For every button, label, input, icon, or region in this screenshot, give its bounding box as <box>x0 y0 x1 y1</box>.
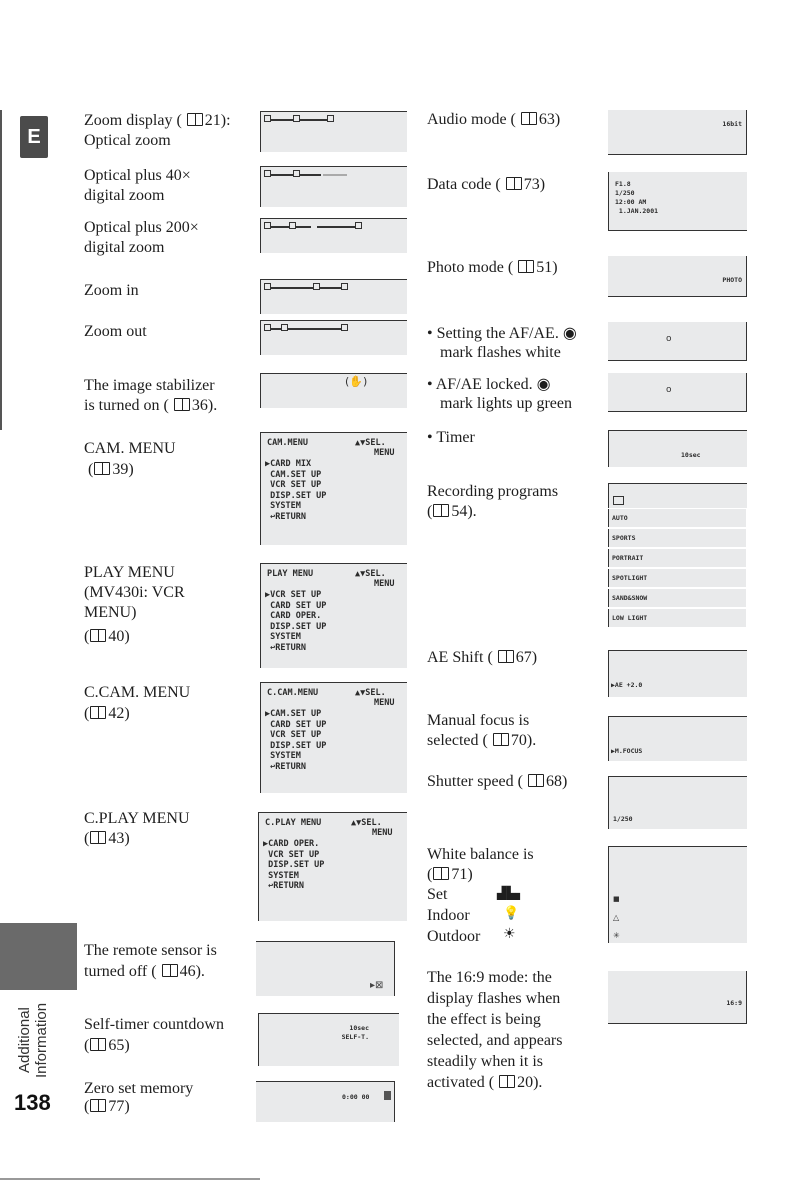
label-169-4: selected, and appears <box>427 1032 563 1049</box>
label-photo-mode: Photo mode ( 51) <box>427 259 558 276</box>
zoom-node-w <box>264 324 271 331</box>
zoom-node-mid <box>293 115 300 122</box>
label-selftimer-ref: ( 65) <box>84 1037 130 1054</box>
label-wb-ref: ( 71) <box>427 866 473 883</box>
label-169-2: display flashes when <box>427 990 561 1007</box>
label-wb-outdoor: Outdoor <box>427 928 481 945</box>
remote-sensor-off-icon: ▸⊠ <box>370 980 384 991</box>
zero-set-marker-icon <box>384 1091 391 1100</box>
rec-program-item: SAND&SNOW <box>608 589 746 607</box>
label-ccam-menu: C.CAM. MENU <box>84 684 191 701</box>
label-zeroset: Zero set memory <box>84 1080 194 1097</box>
screen-zero-set <box>256 1081 395 1122</box>
menu-title: PLAY MENU <box>267 569 314 579</box>
screen-afae-flash <box>608 322 747 361</box>
zoom-node-w <box>264 283 271 290</box>
book-ref-icon <box>521 112 537 125</box>
label-zoom-display: Zoom display ( 21): <box>84 112 231 129</box>
book-ref-icon <box>433 867 449 880</box>
book-ref-icon <box>94 462 110 475</box>
label-cplay-menu: C.PLAY MENU <box>84 810 190 827</box>
bottom-rule <box>0 1178 260 1180</box>
rec-program-list <box>608 509 746 627</box>
label-zeroset-ref: ( 77) <box>84 1098 130 1115</box>
book-ref-icon <box>174 398 190 411</box>
book-ref-icon <box>506 177 522 190</box>
menu-sel-hint: ▲▼SEL. <box>355 688 386 698</box>
menu-items: ▶VCR SET UP CARD SET UP CARD OPER. DISP.SET UP SYSTEM ↩RETURN <box>265 590 327 653</box>
label-stabilizer-2: is turned on ( 36). <box>84 397 218 414</box>
label-cam-menu-ref: ( 39) <box>88 461 134 478</box>
menu-menu-hint: MENU <box>374 448 395 458</box>
screen-manual-focus <box>608 716 747 761</box>
photo-readout: PHOTO <box>722 276 742 284</box>
book-ref-icon <box>518 260 534 273</box>
audio-readout: 16bit <box>722 120 742 128</box>
screen-optical-zoom <box>260 111 407 152</box>
menu-sel-hint: ▲▼SEL. <box>355 438 386 448</box>
label-169-3: the effect is being <box>427 1011 541 1028</box>
label-remote-2: turned off ( 46). <box>84 963 205 980</box>
menu-title: CAM.MENU <box>267 438 308 448</box>
screen-self-timer <box>258 1013 399 1066</box>
shutter-readout: 1/250 <box>613 815 633 823</box>
zoom-node-w <box>264 170 271 177</box>
page-number: 138 <box>14 1090 51 1115</box>
side-tab-label: Additional Information <box>16 1002 50 1078</box>
label-rec-programs-ref: ( 54). <box>427 503 477 520</box>
side-tab-block <box>0 923 77 990</box>
book-ref-icon <box>162 964 178 977</box>
screen-photo <box>608 256 747 297</box>
label-timer: • Timer <box>427 429 475 446</box>
margin-rule <box>0 110 2 430</box>
label-stabilizer-1: The image stabilizer <box>84 377 215 394</box>
label-play-menu-ref: ( 40) <box>84 628 130 645</box>
book-ref-icon <box>493 733 509 746</box>
label-manual-focus-2: selected ( 70). <box>427 732 537 749</box>
menu-menu-hint: MENU <box>372 828 393 838</box>
screen-optical-200x <box>260 218 407 253</box>
screen-shutter <box>608 776 747 829</box>
mode-169-readout: 16:9 <box>726 999 742 1007</box>
screen-white-balance <box>608 846 747 943</box>
label-cplay-menu-ref: ( 43) <box>84 830 130 847</box>
screen-zoom-in <box>260 279 407 314</box>
label-ccam-menu-ref: ( 42) <box>84 705 130 722</box>
book-ref-icon <box>498 650 514 663</box>
stabilizer-hand-icon: (✋) <box>345 375 368 388</box>
label-169-6: activated ( 20). <box>427 1074 543 1091</box>
book-ref-icon <box>499 1075 515 1088</box>
afae-flash-icon: o <box>666 334 672 344</box>
rec-program-item: LOW LIGHT <box>608 609 746 627</box>
screen-ae-shift <box>608 650 747 697</box>
wb-screen-set-icon: ■ <box>613 895 620 903</box>
label-shutter: Shutter speed ( 68) <box>427 773 568 790</box>
label-audio-mode: Audio mode ( 63) <box>427 111 561 128</box>
book-ref-icon <box>90 629 106 642</box>
label-wb: White balance is <box>427 846 534 863</box>
zoom-bar <box>267 287 347 289</box>
wb-screen-outdoor-icon: ✳ <box>613 931 620 940</box>
zoom-bar <box>267 328 347 330</box>
label-zoom-out: Zoom out <box>84 323 147 340</box>
screen-cplay-menu <box>258 812 407 921</box>
menu-title: C.CAM.MENU <box>267 688 319 698</box>
wb-screen-indoor-icon: △ <box>613 913 620 922</box>
label-169-5: steadily when it is <box>427 1053 543 1070</box>
label-data-code: Data code ( 73) <box>427 176 546 193</box>
book-ref-icon <box>90 1099 106 1112</box>
zoom-node-t <box>341 283 348 290</box>
label-afae-locked-2: mark lights up green <box>440 395 572 412</box>
data-code-readout: F1.8 1/250 12:00 AM 1.JAN.2001 <box>615 180 659 215</box>
label-selftimer: Self-timer countdown <box>84 1016 224 1033</box>
label-afae-flash-2: mark flashes white <box>440 344 561 361</box>
screen-ccam-menu <box>260 682 407 793</box>
zoom-node-w <box>264 115 271 122</box>
book-ref-icon <box>187 113 203 126</box>
menu-menu-hint: MENU <box>374 698 395 708</box>
menu-title: C.PLAY MENU <box>265 818 322 828</box>
screen-timer <box>608 430 747 467</box>
screen-stabilizer <box>260 373 407 408</box>
label-afae-locked: • AF/AE locked. ◉ <box>427 374 551 393</box>
label-cam-menu: CAM. MENU <box>84 440 176 457</box>
menu-items: ▶CARD MIX CAM.SET UP VCR SET UP DISP.SET UP SYSTEM ↩RETURN <box>265 459 327 522</box>
screen-rec-programs-header <box>608 483 747 508</box>
book-ref-icon <box>433 504 449 517</box>
section-tab-e: E <box>20 116 48 158</box>
self-timer-readout: 10sec SELF-T. <box>341 1024 369 1041</box>
menu-items: ▶CARD OPER. VCR SET UP DISP.SET UP SYSTEM ↩RETURN <box>263 839 325 891</box>
timer-readout: 10sec <box>681 451 701 459</box>
screen-afae-locked <box>608 373 747 412</box>
screen-audio <box>608 110 747 155</box>
digital-zoom-bar <box>317 226 357 228</box>
screen-remote-off <box>256 941 395 996</box>
ae-shift-readout: ▶AE +2.0 <box>611 681 643 689</box>
menu-sel-hint: ▲▼SEL. <box>355 569 386 579</box>
label-optical-zoom: Optical zoom <box>84 132 171 149</box>
screen-zoom-out <box>260 320 407 355</box>
afae-mark-icon: ◉ <box>536 374 551 393</box>
screen-optical-40x <box>260 166 407 207</box>
label-optical-200x: Optical plus 200× digital zoom <box>84 219 199 256</box>
program-ae-icon <box>613 496 624 505</box>
label-remote-1: The remote sensor is <box>84 942 217 959</box>
book-ref-icon <box>90 1038 106 1051</box>
screen-play-menu <box>260 563 407 668</box>
screen-169 <box>608 971 747 1024</box>
wb-indoor-icon: 💡 <box>503 906 520 921</box>
wb-set-icon: ▟▙▖ <box>497 886 525 900</box>
menu-menu-hint: MENU <box>374 579 395 589</box>
zoom-node-w <box>264 222 271 229</box>
label-169-1: The 16:9 mode: the <box>427 969 552 986</box>
zoom-node-mid <box>289 222 296 229</box>
label-wb-indoor: Indoor <box>427 907 470 924</box>
digital-zoom-bar <box>323 174 347 176</box>
zoom-node-mid <box>313 283 320 290</box>
label-afae-flash: • Setting the AF/AE. ◉ <box>427 323 577 342</box>
label-wb-set: Set <box>427 886 448 903</box>
rec-program-item: SPORTS <box>608 529 746 547</box>
zoom-node-t <box>355 222 362 229</box>
screen-cam-menu <box>260 432 407 545</box>
rec-program-item: AUTO <box>608 509 746 527</box>
zoom-node-mid <box>281 324 288 331</box>
zoom-node-t <box>327 115 334 122</box>
book-ref-icon <box>90 831 106 844</box>
label-play-menu: PLAY MENU (MV430i: VCR MENU) <box>84 564 185 621</box>
wb-outdoor-icon: ☀ <box>503 926 516 942</box>
book-ref-icon <box>90 706 106 719</box>
label-rec-programs: Recording programs <box>427 483 559 500</box>
label-optical-40x: Optical plus 40× digital zoom <box>84 167 191 204</box>
menu-items: ▶CAM.SET UP CARD SET UP VCR SET UP DISP.SET UP SYSTEM ↩RETURN <box>265 709 327 772</box>
zoom-node-t <box>341 324 348 331</box>
screen-data-code <box>608 172 747 231</box>
zero-set-readout: 0:00 00 <box>342 1093 370 1101</box>
menu-sel-hint: ▲▼SEL. <box>351 818 382 828</box>
afae-locked-icon: o <box>666 385 672 395</box>
label-ae-shift: AE Shift ( 67) <box>427 649 538 666</box>
book-ref-icon <box>528 774 544 787</box>
zoom-node-mid <box>293 170 300 177</box>
label-zoom-in: Zoom in <box>84 282 139 299</box>
afae-mark-icon: ◉ <box>562 323 577 342</box>
rec-program-item: PORTRAIT <box>608 549 746 567</box>
rec-program-item: SPOTLIGHT <box>608 569 746 587</box>
manual-focus-readout: ▶M.FOCUS <box>611 747 643 755</box>
label-manual-focus-1: Manual focus is <box>427 712 530 729</box>
